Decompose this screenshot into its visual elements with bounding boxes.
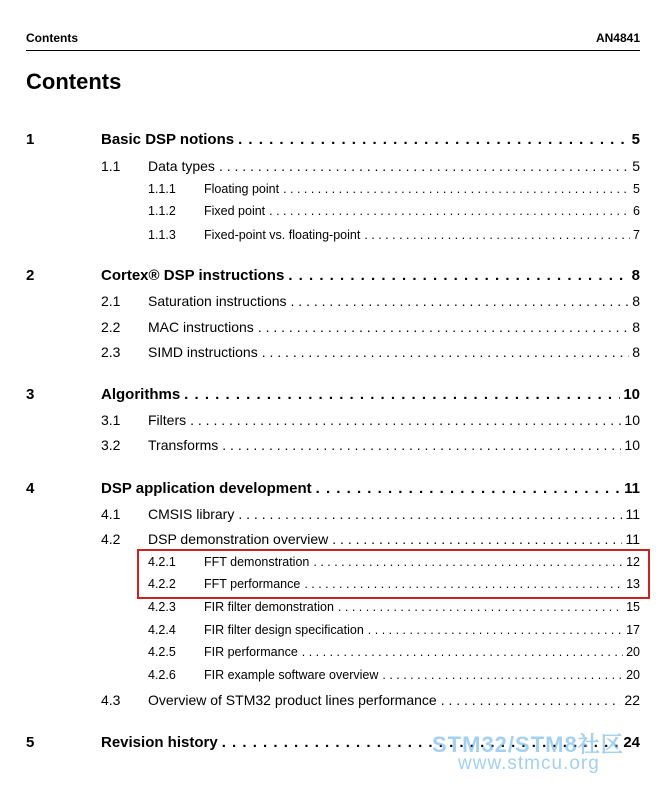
toc-entry-page: 11 [625, 506, 640, 522]
toc-entry-page: 10 [623, 386, 640, 403]
toc-entry-page: 5 [631, 131, 640, 148]
toc-entry[interactable] [0, 267, 670, 284]
toc-entry-title: Cortex® DSP instructions [101, 267, 285, 284]
toc-entry[interactable] [0, 645, 670, 659]
toc-entry-title: FIR filter design specification [204, 623, 364, 637]
toc-entry-page: 24 [623, 734, 640, 751]
toc-entry-title: Transforms [148, 437, 219, 453]
toc-entry-leader [368, 623, 623, 637]
toc-entry-page: 13 [626, 577, 640, 591]
toc-entry-number: 1.1 [101, 158, 121, 174]
toc-entry-number: 3.2 [101, 437, 121, 453]
toc-entry-page: 8 [632, 319, 640, 335]
toc-entry-leader [316, 480, 622, 497]
toc-entry-title: Fixed-point vs. floating-point [204, 228, 361, 242]
toc-entry-leader [364, 228, 630, 242]
toc-entry[interactable] [0, 131, 670, 148]
toc-entry-number: 2 [26, 267, 35, 284]
toc-entry-leader [184, 386, 620, 403]
toc-entry-leader [269, 204, 630, 218]
toc-entry[interactable] [0, 412, 670, 428]
highlight-box [137, 549, 650, 599]
toc-entry-page: 8 [632, 293, 640, 309]
toc-entry-leader [219, 158, 629, 174]
toc-entry-number: 2.3 [101, 344, 121, 360]
toc-entry-number: 4.2.2 [148, 577, 176, 591]
toc-entry-number: 5 [26, 734, 35, 751]
toc-entry[interactable] [0, 344, 670, 360]
toc-entry-page: 8 [632, 344, 640, 360]
toc-entry-page: 6 [633, 204, 640, 218]
toc-entry-number: 3.1 [101, 412, 121, 428]
toc-entry-number: 3 [26, 386, 35, 403]
toc-entry[interactable] [0, 623, 670, 637]
toc-entry-page: 17 [626, 623, 640, 637]
toc-entry[interactable] [0, 692, 670, 708]
toc-entry-title: CMSIS library [148, 506, 235, 522]
toc-entry-page: 11 [625, 531, 640, 547]
toc-entry-number: 4.2.5 [148, 645, 176, 659]
toc-entry-number: 1.1.2 [148, 204, 176, 218]
toc-entry-title: Fixed point [204, 204, 266, 218]
toc-entry-title: FFT performance [204, 577, 301, 591]
toc-entry-number: 4.2.6 [148, 668, 176, 682]
toc-entry[interactable] [0, 506, 670, 522]
toc-entry-title: Algorithms [101, 386, 181, 403]
toc-entry-number: 4.2.3 [148, 600, 176, 614]
toc-entry-leader [190, 412, 621, 428]
toc-entry-page: 10 [624, 437, 640, 453]
toc-entry-page: 20 [626, 668, 640, 682]
toc-entry-title: SIMD instructions [148, 344, 258, 360]
toc-entry-title: Saturation instructions [148, 293, 287, 309]
toc-entry-number: 4.2.4 [148, 623, 176, 637]
page-title: Contents [26, 69, 122, 94]
toc-entry-number: 2.2 [101, 319, 121, 335]
toc-entry-page: 8 [631, 267, 640, 284]
toc-entry[interactable] [0, 228, 670, 242]
watermark-main: STM32/STM8社区 [432, 732, 624, 757]
toc-entry[interactable] [0, 386, 670, 403]
toc-entry-page: 5 [632, 158, 640, 174]
toc-entry-leader [258, 319, 629, 335]
toc-entry-title: MAC instructions [148, 319, 254, 335]
toc-entry[interactable] [0, 668, 670, 682]
toc-entry-leader [302, 645, 623, 659]
toc-entry-leader [382, 668, 623, 682]
toc-entry-leader [222, 437, 621, 453]
toc-entry-leader [238, 506, 622, 522]
toc-entry-page: 5 [633, 182, 640, 196]
toc-entry-page: 22 [624, 692, 640, 708]
toc-entry-number: 1.1.3 [148, 228, 176, 242]
toc-entry-page: 12 [626, 555, 640, 569]
toc-entry[interactable] [0, 480, 670, 497]
toc-entry-number: 2.1 [101, 293, 121, 309]
toc-entry-page: 15 [626, 600, 640, 614]
toc-entry-title: Data types [148, 158, 215, 174]
header-left: Contents [26, 31, 78, 45]
toc-entry[interactable] [0, 182, 670, 196]
toc-entry[interactable] [0, 437, 670, 453]
toc-entry-number: 4 [26, 480, 35, 497]
header-right: AN4841 [595, 31, 640, 45]
toc-entry[interactable] [0, 293, 670, 309]
toc-entry-title: FIR example software overview [204, 668, 379, 682]
toc-entry-leader [262, 344, 630, 360]
toc-entry-leader [291, 293, 630, 309]
toc-entry[interactable] [0, 319, 670, 335]
toc-entry-title: Filters [148, 412, 187, 428]
toc-entry-leader [441, 692, 622, 708]
toc-entry[interactable] [0, 600, 670, 614]
toc-entry-number: 4.2 [101, 531, 121, 547]
toc-entry-page: 10 [624, 412, 640, 428]
header-rule [26, 50, 640, 51]
toc-entry-title: FIR filter demonstration [204, 600, 334, 614]
watermark-sub: www.stmcu.org [458, 753, 600, 774]
toc-entry-number: 1.1.1 [148, 182, 176, 196]
toc-entry-title: FFT demonstration [204, 555, 310, 569]
toc-entry-title: Floating point [204, 182, 280, 196]
toc-entry-leader [283, 182, 630, 196]
toc-entry-page: 11 [624, 480, 640, 497]
toc-entry-page: 20 [626, 645, 640, 659]
toc-entry[interactable] [0, 531, 670, 547]
toc-entry[interactable] [0, 158, 670, 174]
toc-entry-title: Overview of STM32 product lines performance [148, 692, 437, 708]
toc-entry-number: 4.2.1 [148, 555, 176, 569]
toc-entry-title: Revision history [101, 734, 218, 751]
toc-entry-title: DSP demonstration overview [148, 531, 329, 547]
toc-entry-leader [238, 131, 629, 148]
toc-entry-title: DSP application development [101, 480, 312, 497]
toc-entry-number: 1 [26, 131, 35, 148]
toc-entry-leader [338, 600, 623, 614]
toc-entry-number: 4.3 [101, 692, 121, 708]
toc-entry-title: Basic DSP notions [101, 131, 235, 148]
toc-entry-title: FIR performance [204, 645, 298, 659]
toc-entry-number: 4.1 [101, 506, 121, 522]
toc-entry[interactable] [0, 204, 670, 218]
toc-entry-leader [288, 267, 628, 284]
toc-entry-page: 7 [633, 228, 640, 242]
toc-entry-leader [332, 531, 622, 547]
